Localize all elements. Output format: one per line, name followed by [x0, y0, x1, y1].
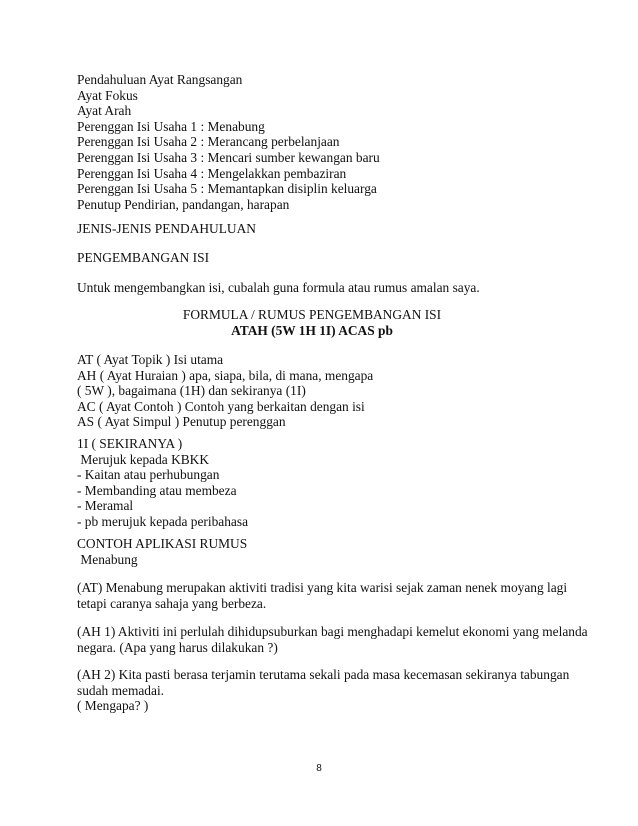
outline-line: Perenggan Isi Usaha 3 : Mencari sumber kewangan baru [77, 149, 380, 165]
sekiranya-line: - Meramal [77, 498, 134, 514]
formula-line: AT ( Ayat Topik ) Isi utama [77, 352, 224, 367]
sekiranya-line: - Kaitan atau perhubungan [77, 467, 220, 483]
paragraph-ah1 [77, 624, 588, 655]
page-number: 8 [316, 763, 322, 774]
sekiranya-line: - Membanding atau membeza [77, 482, 237, 498]
sekiranya-section [77, 436, 577, 530]
outline-line: Perenggan Isi Usaha 1 : Menabung [77, 118, 265, 134]
outline-line: Perenggan Isi Usaha 2 : Merancang perbelanjaan [77, 134, 340, 150]
formula-line: AC ( Ayat Contoh ) Contoh yang berkaitan dengan isi [77, 398, 365, 414]
outline-line: Perenggan Isi Usaha 4 : Mengelakkan pembaziran [77, 165, 347, 181]
heading-text: JENIS-JENIS PENDAHULUAN [77, 221, 256, 236]
paragraph-at [77, 580, 577, 611]
outline-line: Ayat Arah [77, 103, 132, 119]
heading-jenis-pendahuluan [77, 221, 577, 237]
contoh-section [77, 536, 577, 567]
paragraph-line: (AT) Menabung merupakan aktiviti tradisi yang kita warisi sejak zaman nenek moyang lagi [77, 580, 568, 595]
contoh-line: Menabung [77, 551, 138, 567]
outline-line: Penutup Pendirian, pandangan, harapan [77, 196, 290, 212]
paragraph-line: (AH 1) Aktiviti ini perlulah dihidupsuburkan bagi menghadapi kemelut ekonomi yang melanda [77, 624, 588, 639]
paragraph-line: ( Mengapa? ) [77, 698, 149, 714]
formula-line: AS ( Ayat Simpul ) Penutup perenggan [77, 414, 286, 430]
paragraph-line: tetapi caranya sahaja yang berbeza. [77, 595, 267, 611]
intro-paragraph [77, 280, 577, 296]
formula-line: ( 5W ), bagaimana (1H) dan sekiranya (1I) [77, 383, 306, 399]
outline-line: Pendahuluan Ayat Rangsangan [77, 72, 243, 87]
heading-pengembangan-isi [77, 250, 577, 266]
formula-code: ATAH (5W 1H 1I) ACAS pb [231, 323, 393, 338]
sekiranya-line: Merujuk kepada KBKK [77, 451, 210, 467]
paragraph-line: (AH 2) Kita pasti berasa terjamin terutama sekali pada masa kecemasan sekiranya tabungan [77, 667, 570, 682]
essay-outline [77, 72, 577, 212]
paragraph-ah2 [77, 667, 577, 714]
paragraph-line: sudah memadai. [77, 682, 165, 698]
outline-line: Perenggan Isi Usaha 5 : Memantapkan disiplin keluarga [77, 181, 377, 197]
intro-text: Untuk mengembangkan isi, cubalah guna formula atau rumus amalan saya. [77, 280, 480, 295]
formula-explanation [77, 352, 577, 430]
outline-line: Ayat Fokus [77, 87, 138, 103]
formula-title: FORMULA / RUMUS PENGEMBANGAN ISI [182, 307, 442, 322]
sekiranya-line: - pb merujuk kepada peribahasa [77, 513, 249, 529]
paragraph-line: negara. (Apa yang harus dilakukan ?) [77, 639, 278, 655]
contoh-line: CONTOH APLIKASI RUMUS [77, 536, 248, 551]
heading-text: PENGEMBANGAN ISI [77, 250, 210, 265]
sekiranya-line: 1I ( SEKIRANYA ) [77, 436, 183, 451]
formula-line: AH ( Ayat Huraian ) apa, siapa, bila, di mana, mengapa [77, 367, 374, 383]
